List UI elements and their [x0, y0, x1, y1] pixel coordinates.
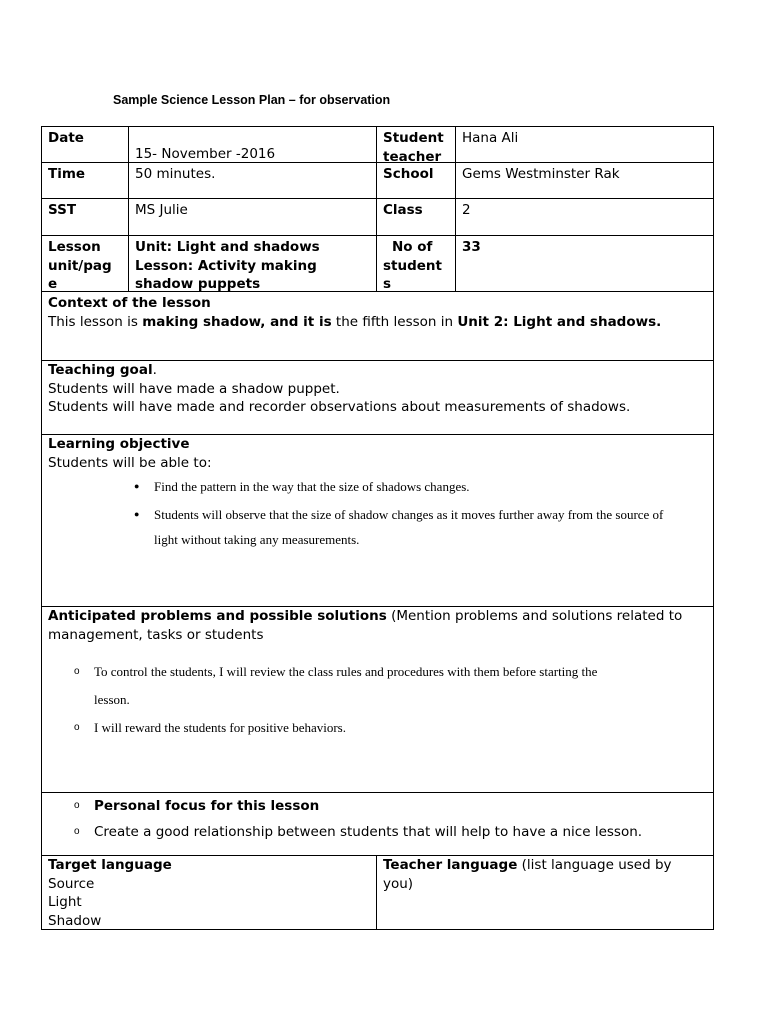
teaching-goal-line-1: Students will have made a shadow puppet.	[48, 380, 340, 397]
circle-bullet-icon: o	[74, 666, 80, 677]
time-label: Time	[48, 166, 86, 182]
circle-bullet-icon: o	[74, 722, 80, 733]
row-language	[42, 856, 713, 929]
teaching-goal-heading: Teaching goal.	[48, 362, 157, 378]
lesson-value	[128, 236, 376, 291]
class-label: Class	[376, 199, 455, 235]
student-teacher-value: Hana Ali	[455, 127, 713, 162]
date-label: Date	[48, 130, 84, 146]
anticipated-note-line-2: management, tasks or students	[48, 626, 264, 643]
teacher-language-cell	[376, 856, 713, 929]
objective-bullet-1: ● Find the pattern in the way that the size of shadows changes.	[134, 474, 707, 499]
class-value: 2	[455, 199, 713, 235]
school-label: School	[376, 163, 455, 198]
objective-bullet-2: ● Students will observe that the size of shadow changes as it moves further away from the source of light without taking any measurements.	[134, 502, 707, 552]
anticipated-item-2: o I will reward the students for positive behaviors.	[74, 714, 707, 742]
row-sst	[42, 199, 713, 236]
row-lesson	[42, 236, 713, 292]
bullet-dot-icon: ●	[134, 481, 140, 491]
teacher-language-note-2: you)	[383, 875, 414, 892]
sst-label: SST	[48, 202, 77, 218]
unit-value: Unit: Light and shadows	[135, 239, 320, 255]
row-date	[42, 127, 713, 163]
date-cell	[128, 127, 376, 162]
school-value: Gems Westminster Rak	[455, 163, 713, 198]
context-heading: Context of the lesson	[48, 295, 211, 311]
student-teacher-label: Student teacher	[376, 127, 455, 162]
target-item-light: Light	[48, 894, 82, 910]
lesson-value-line-2: shadow puppets	[135, 276, 261, 292]
personal-focus-item: o Create a good relationship between students that will help to have a nice lesson.	[74, 819, 707, 845]
date-value: 15- November -2016	[135, 146, 276, 162]
target-item-shadow: Shadow	[48, 912, 102, 929]
target-language-heading: Target language	[48, 857, 172, 873]
learning-objective-section	[42, 435, 713, 607]
bullet-dot-icon: ●	[134, 509, 140, 519]
anticipated-heading-line: Anticipated problems and possible solutions (Mention problems and solutions related to	[48, 608, 683, 624]
personal-focus-section	[42, 793, 713, 856]
target-language-cell	[42, 856, 376, 929]
teaching-goal-section	[42, 361, 713, 435]
anticipated-problems-section	[42, 607, 713, 793]
learning-objective-intro: Students will be able to:	[48, 454, 212, 471]
circle-bullet-icon: o	[74, 800, 80, 811]
lesson-value-line-1: Lesson: Activity making	[135, 257, 317, 274]
context-section	[42, 292, 713, 361]
students-label: No of student s	[376, 236, 455, 291]
sst-value: MS Julie	[128, 199, 376, 235]
teaching-goal-line-2: Students will have made and recorder observations about measurements of shadows.	[48, 399, 631, 415]
lesson-plan-table	[41, 126, 714, 930]
personal-focus-heading: o Personal focus for this lesson	[74, 793, 707, 819]
circle-bullet-icon: o	[74, 826, 80, 837]
document-title: Sample Science Lesson Plan – for observation	[113, 93, 391, 107]
anticipated-item-1: o To control the students, I will review the class rules and procedures with them before starting the lesson.	[74, 658, 707, 714]
students-value: 33	[455, 236, 713, 291]
row-time	[42, 163, 713, 199]
target-item-source: Source	[48, 875, 95, 892]
lesson-label: Lesson unit/pag e	[48, 239, 112, 292]
context-text: This lesson is making shadow, and it is the fifth lesson in Unit 2: Light and shadows.	[48, 313, 662, 330]
teacher-language-heading: Teacher language (list language used by	[383, 857, 672, 873]
learning-objective-heading: Learning objective	[48, 436, 190, 452]
time-value: 50 minutes.	[128, 163, 376, 198]
